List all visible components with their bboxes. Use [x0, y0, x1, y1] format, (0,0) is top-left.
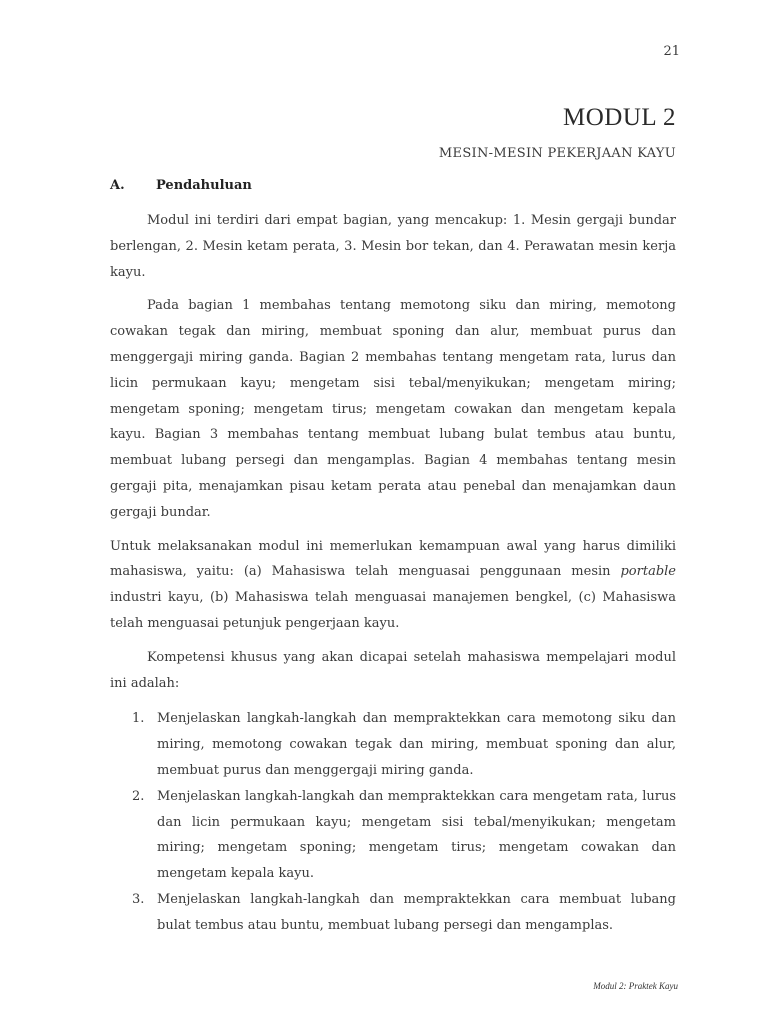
page-footer: Modul 2: Praktek Kayu [593, 981, 678, 991]
prerequisites-text-start: Untuk melaksanakan modul ini memerlukan kemampuan awal yang harus dimiliki mahasiswa, yaitu: (a) Mahasiswa telah menguasai penggunaan mesin [110, 538, 676, 580]
paragraph-sections: Pada bagian 1 membahas tentang memotong siku dan miring, memotong cowakan tegak dan miring, membuat sponing dan alur, membuat purus dan menggergaji miring ganda. Bagian 2 membahas tentang mengetam rata, lurus dan licin permukaan kayu; mengetam sisi tebal/menyikukan; mengetam miring; mengetam sponing; mengetam tirus; mengetam cowakan dan mengetam kepala kayu. Bagian 3 membahas tentang membuat lubang bulat tembus atau buntu, membuat lubang persegi dan mengamplas. Bagian 4 membahas tentang mesin gergaji pita, menajamkan pisau ketam perata atau penebal dan menajamkan daun gergaji bundar. [110, 298, 676, 520]
list-item [110, 887, 676, 939]
list-item [110, 784, 676, 887]
list-item-text: Menjelaskan langkah-langkah dan mempraktekkan cara memotong siku dan miring, memotong cowakan tegak dan miring, membuat sponing dan alur, membuat purus dan menggergaji miring ganda. [157, 711, 676, 778]
paragraph-competencies-intro: Kompetensi khusus yang akan dicapai setelah mahasiswa mempelajari modul ini adalah: [110, 649, 676, 691]
list-item-number: 3. [132, 891, 145, 907]
section-heading [110, 178, 252, 193]
module-subtitle: MESIN-MESIN PEKERJAAN KAYU [438, 146, 676, 161]
list-item-text: Menjelaskan langkah-langkah dan mempraktekkan cara membuat lubang bulat tembus atau buntu, membuat lubang persegi dan mengamplas. [157, 891, 676, 933]
paragraph-intro: Modul ini terdiri dari empat bagian, yang mencakup: 1. Mesin gergaji bundar berlengan, 2. Mesin ketam perata, 3. Mesin bor tekan, dan 4. Perawatan mesin kerja kayu. [110, 213, 676, 280]
section-title: Pendahuluan [156, 178, 252, 193]
list-item-number: 1. [132, 711, 145, 727]
competency-list [110, 706, 676, 938]
portable-term: portable [620, 564, 676, 580]
module-title: MODUL 2 [563, 104, 676, 131]
prerequisites-text-end: industri kayu, (b) Mahasiswa telah menguasai manajemen bengkel, (c) Mahasiswa telah menguasai petunjuk pengerjaan kayu. [110, 590, 676, 631]
list-item-text: Menjelaskan langkah-langkah dan mempraktekkan cara mengetam rata, lurus dan licin permukaan kayu; mengetam sisi tebal/menyikukan; mengetam miring; mengetam sponing; mengetam tirus; mengetam cowakan dan mengetam kepala kayu. [157, 788, 676, 882]
list-item [110, 706, 676, 783]
page-number: 21 [663, 44, 680, 59]
list-item-number: 2. [132, 788, 145, 804]
document-body [110, 208, 676, 939]
section-letter: A. [110, 178, 125, 193]
paragraph-prerequisites [110, 534, 676, 637]
